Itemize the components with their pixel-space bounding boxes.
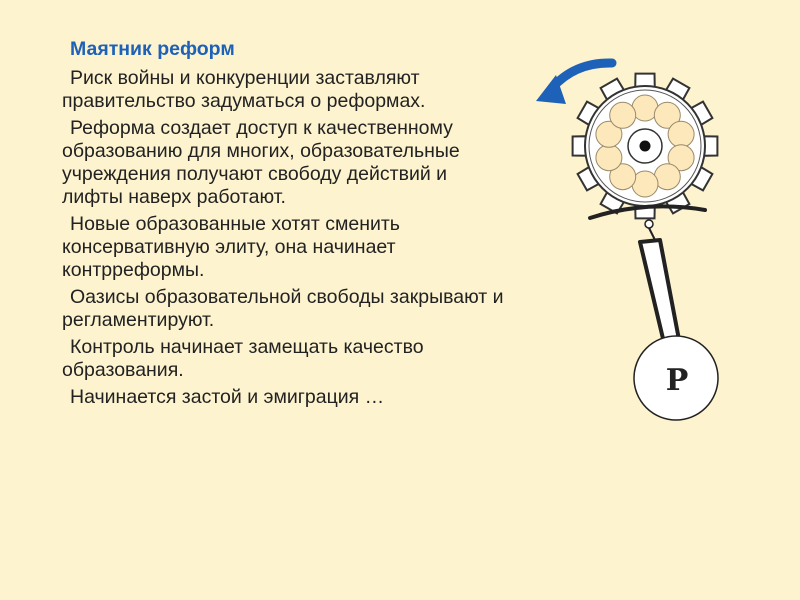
pendulum-illustration (520, 40, 760, 430)
pendulum-weight-icon (634, 336, 718, 420)
paragraph-oases: Оазисы образовательной свободы закрывают и регламентируют. (62, 286, 504, 331)
paragraph-risk: Риск войны и конкуренции заставляют правительство задуматься о реформах. (62, 67, 426, 112)
gear-wheel-icon (573, 74, 718, 219)
gear-slot (668, 121, 694, 147)
paragraph-reform: Реформа создает доступ к качественному образованию для многих, образовательные учреждения получают свободу действий и лифты наверх работают. (62, 117, 460, 208)
paragraph-new-elite: Новые образованные хотят сменить консервативную элиту, она начинает контрреформы. (62, 213, 400, 281)
paragraph-control: Контроль начинает замещать качество образования. (62, 336, 424, 381)
pendulum-weight-label: P (665, 363, 689, 398)
rotation-arrow-icon (536, 63, 612, 104)
gear-slot (596, 145, 622, 171)
gear-slot (610, 102, 636, 128)
slide-title: Маятник реформ (70, 38, 235, 60)
pivot-icon (645, 220, 653, 228)
text-block (62, 38, 512, 413)
paragraph-stagnation: Начинается застой и эмиграция … (70, 386, 385, 408)
